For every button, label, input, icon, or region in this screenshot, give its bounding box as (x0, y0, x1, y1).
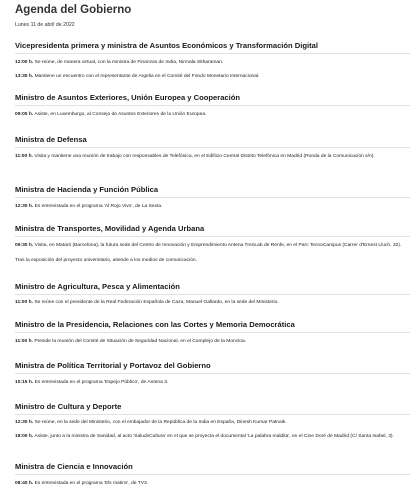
section-divider (15, 197, 410, 198)
agenda-entry (15, 59, 410, 66)
section-heading: Ministro de Asuntos Exteriores, Unión Europea y Cooperación (15, 93, 241, 102)
entry-text: Es entrevistada en el programa 'Els matins', de TV3. (34, 481, 149, 486)
section-divider (15, 105, 410, 106)
entry-time: 12:30 h. (15, 420, 34, 425)
section-heading: Vicepresidenta primera y ministra de Asuntos Económicos y Transformación Digital (15, 41, 318, 50)
section-divider (15, 294, 410, 295)
agenda-section (15, 361, 410, 385)
entry-text: Es entrevistada en el programa 'Al Rojo Vivo', de La Sexta. (34, 204, 163, 209)
entry-time: 11:00 h. (15, 300, 33, 305)
entry-text: Se reúne, en la sede del Ministerio, con el embajador de la República de la India en España, Dinesh Kumar Patnaik. (34, 420, 287, 425)
agenda-entry (15, 111, 410, 118)
entry-time: 08:40 h. (15, 481, 34, 486)
section-divider (15, 53, 410, 54)
entry-text: Mantiene un encuentro con el representante de Argelia en el Comité del Fondo Monetario Internacional. (34, 74, 260, 79)
agenda-entry (15, 203, 410, 210)
section-heading: Ministra de Ciencia e Innovación (15, 462, 133, 471)
agenda-entry (15, 433, 410, 440)
entry-time: 12:30 h. (15, 204, 34, 209)
agenda-entry (15, 153, 410, 160)
entry-text: Visita, en Mataró (Barcelona), la futura sede del Centro de Innovación y Emprendimiento Antena TrenLab de Renfe, en el Parc TecnoCampus (Carrer d'Ernest Lluch, 32). (34, 243, 402, 248)
entry-time: 11:00 h. (15, 339, 33, 344)
agenda-section (15, 462, 410, 486)
agenda-entry (15, 379, 410, 386)
agenda-section (15, 41, 410, 79)
agenda-entry (15, 419, 410, 426)
entry-time: 11:00 h. (15, 154, 33, 159)
agenda-section (15, 93, 410, 117)
agenda-date: Lunes 11 de abril de 2022 (15, 22, 75, 28)
section-divider (15, 414, 410, 415)
agenda-entry (15, 242, 410, 249)
page-title: Agenda del Gobierno (15, 4, 132, 16)
entry-text: Es entrevistada en el programa 'Espejo Público', de Antena 3. (34, 380, 169, 385)
agenda-section (15, 402, 410, 439)
agenda-section (15, 135, 410, 159)
section-heading: Ministra de Política Territorial y Portavoz del Gobierno (15, 361, 211, 370)
section-divider (15, 236, 410, 237)
agenda-entry (15, 299, 410, 306)
entry-time: 09:30 h. (15, 243, 34, 248)
entry-text: Visita y mantiene una reunión de trabajo con responsables de Telefónica, en el Edificio Central Distrito Telefónica en Madrid (Ronda de la Comunicación s/n). (34, 154, 375, 159)
entry-time: 09:00 h. (15, 112, 34, 117)
agenda-section (15, 224, 410, 263)
entry-text: Se reúne con el presidente de la Real Federación Española de Caza, Manuel Gallardo, en la sede del Ministerio. (34, 300, 279, 305)
section-divider (15, 373, 410, 374)
entry-note: Tras la exposición del proyecto universitario, atiende a los medios de comunicación. (15, 258, 197, 263)
section-heading: Ministro de Cultura y Deporte (15, 402, 122, 411)
agenda-entry (15, 480, 410, 487)
agenda-entry (15, 73, 410, 80)
agenda-section (15, 185, 410, 209)
agenda-section (15, 282, 410, 305)
section-heading: Ministro de Agricultura, Pesca y Alimentación (15, 282, 180, 291)
section-divider (15, 147, 410, 148)
entry-time: 12:00 h. (15, 60, 34, 65)
agenda-section (15, 320, 410, 344)
entry-time: 18:00 h. (15, 434, 34, 439)
entry-text: Asiste, en Luxemburgo, al Consejo de Asuntos Exteriores de la Unión Europea. (34, 112, 207, 117)
entry-text: Preside la reunión del Comité de Situación de Seguridad Nacional, en el Complejo de la Moncloa. (34, 339, 247, 344)
section-divider (15, 474, 410, 475)
entry-time: 10:15 h. (15, 380, 34, 385)
agenda-entry (15, 338, 410, 345)
section-heading: Ministra de Transportes, Movilidad y Agenda Urbana (15, 224, 205, 233)
entry-time: 13:30 h. (15, 74, 34, 79)
section-divider (15, 332, 410, 333)
section-heading: Ministra de Defensa (15, 135, 87, 144)
section-heading: Ministra de Hacienda y Función Pública (15, 185, 159, 194)
entry-text: Se reúne, de manera virtual, con la ministra de Finanzas de India, Nirmala Sitharaman. (34, 60, 224, 65)
entry-text: Asiste, junto a la ministra de Sanidad, al acto 'SaludxCultura' en el que se proyecta el documental 'La palabra maldita', en el Cine Doré de Madrid (C/ Santa Isabel, 3). (34, 434, 394, 439)
section-heading: Ministro de la Presidencia, Relaciones con las Cortes y Memoria Democrática (15, 320, 295, 329)
